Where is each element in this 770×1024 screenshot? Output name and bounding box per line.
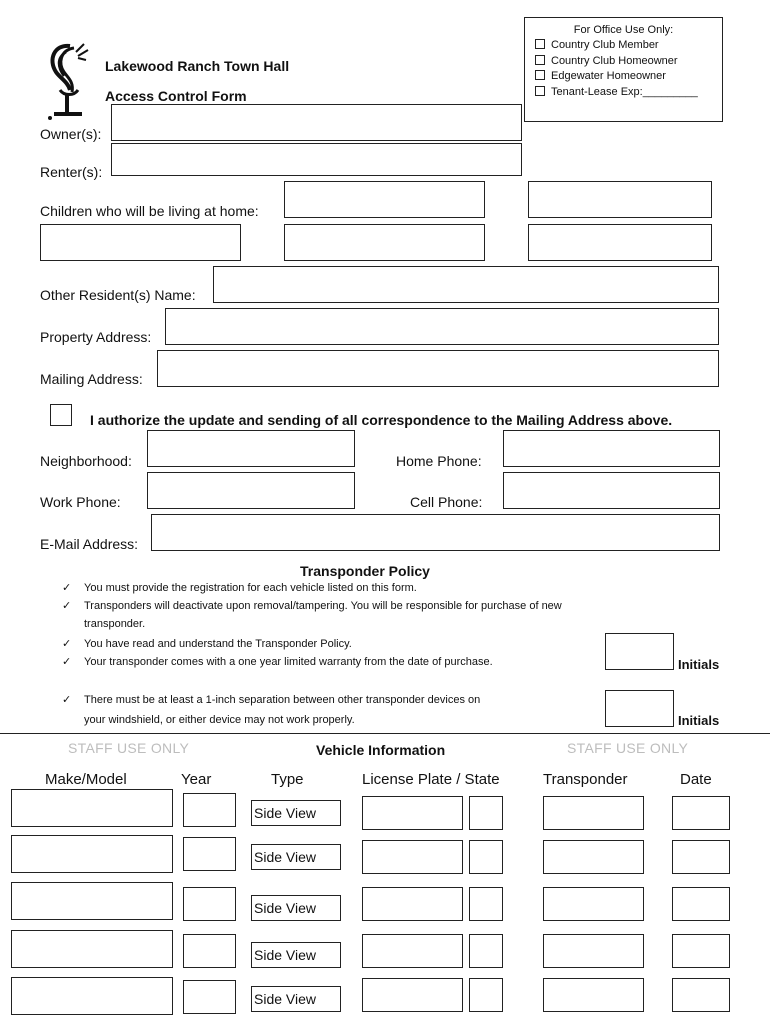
type-field[interactable]: Side View xyxy=(251,986,341,1012)
policy-item: ✓ There must be at least a 1-inch separation between other transponder devices on xyxy=(62,692,480,709)
license-plate-field[interactable] xyxy=(362,978,463,1012)
date-field[interactable] xyxy=(672,796,730,830)
owners-field[interactable] xyxy=(111,104,522,141)
col-license-plate: License Plate / State xyxy=(362,771,500,788)
neighborhood-label: Neighborhood: xyxy=(40,453,132,469)
lakewood-ranch-logo xyxy=(40,38,96,122)
vehicle-title: Vehicle Information xyxy=(316,742,446,758)
children-label: Children who will be living at home: xyxy=(40,203,259,219)
office-use-box xyxy=(524,17,723,122)
transponder-field[interactable] xyxy=(543,887,644,921)
initials-label: Initials xyxy=(678,657,720,672)
home-phone-field[interactable] xyxy=(503,430,720,467)
child-field-4[interactable] xyxy=(284,224,485,261)
child-field-5[interactable] xyxy=(528,224,712,261)
col-make-model: Make/Model xyxy=(45,771,127,788)
cell-phone-label: Cell Phone: xyxy=(410,494,483,510)
col-year: Year xyxy=(181,771,212,788)
office-use-title: For Office Use Only: xyxy=(573,24,674,36)
state-field[interactable] xyxy=(469,840,503,874)
section-divider xyxy=(0,733,770,734)
office-option-row[interactable] xyxy=(535,38,722,54)
policy-item: ✓ You have read and understand the Transponder Policy. xyxy=(62,636,352,653)
policy-title: Transponder Policy xyxy=(300,563,430,579)
initials-label: Initials xyxy=(678,713,720,728)
transponder-field[interactable] xyxy=(543,840,644,874)
policy-item-cont: your windshield, or either device may not work properly. xyxy=(84,714,355,726)
checkbox-icon[interactable] xyxy=(535,86,545,96)
checkmark-icon: ✓ xyxy=(62,600,72,612)
checkbox-icon[interactable] xyxy=(535,39,545,49)
authorize-checkbox[interactable] xyxy=(50,404,72,426)
property-address-label: Property Address: xyxy=(40,329,152,345)
authorize-label: I authorize the update and sending of all correspondence to the Mailing Address above. xyxy=(90,412,673,428)
office-option-label: Tenant-Lease Exp:_________ xyxy=(551,85,698,98)
renters-label: Renter(s): xyxy=(40,164,103,180)
office-option-row[interactable] xyxy=(535,54,722,70)
org-name: Lakewood Ranch Town Hall xyxy=(105,58,290,74)
license-plate-field[interactable] xyxy=(362,887,463,921)
transponder-field[interactable] xyxy=(543,796,644,830)
state-field[interactable] xyxy=(469,887,503,921)
checkmark-icon: ✓ xyxy=(62,694,72,706)
checkbox-icon[interactable] xyxy=(535,70,545,80)
staff-use-right: STAFF USE ONLY xyxy=(567,740,689,756)
type-field[interactable]: Side View xyxy=(251,800,341,826)
email-label: E-Mail Address: xyxy=(40,536,139,552)
license-plate-field[interactable] xyxy=(362,934,463,968)
state-field[interactable] xyxy=(469,796,503,830)
date-field[interactable] xyxy=(672,840,730,874)
property-address-field[interactable] xyxy=(165,308,719,345)
mailing-address-field[interactable] xyxy=(157,350,719,387)
make-model-field[interactable] xyxy=(11,930,173,968)
staff-use-left: STAFF USE ONLY xyxy=(68,740,190,756)
checkmark-icon: ✓ xyxy=(62,656,72,668)
child-field-2[interactable] xyxy=(528,181,712,218)
checkmark-icon: ✓ xyxy=(62,638,72,650)
date-field[interactable] xyxy=(672,978,730,1012)
make-model-field[interactable] xyxy=(11,835,173,873)
type-field[interactable]: Side View xyxy=(251,942,341,968)
mailing-address-label: Mailing Address: xyxy=(40,371,143,387)
work-phone-label: Work Phone: xyxy=(40,494,121,510)
office-option-label: Edgewater Homeowner xyxy=(551,70,666,82)
transponder-field[interactable] xyxy=(543,934,644,968)
other-residents-label: Other Resident(s) Name: xyxy=(40,287,196,303)
office-option-row[interactable] xyxy=(535,69,722,85)
state-field[interactable] xyxy=(469,978,503,1012)
year-field[interactable] xyxy=(183,887,236,921)
year-field[interactable] xyxy=(183,837,236,871)
policy-item-cont: transponder. xyxy=(84,618,146,630)
work-phone-field[interactable] xyxy=(147,472,355,509)
other-residents-field[interactable] xyxy=(213,266,719,303)
year-field[interactable] xyxy=(183,793,236,827)
policy-item: ✓ Transponders will deactivate upon removal/tampering. You will be responsible for purchase of new xyxy=(62,598,562,615)
date-field[interactable] xyxy=(672,887,730,921)
make-model-field[interactable] xyxy=(11,882,173,920)
checkmark-icon: ✓ xyxy=(62,582,72,594)
office-option-label: Country Club Homeowner xyxy=(551,54,678,67)
cell-phone-field[interactable] xyxy=(503,472,720,509)
form-title: Access Control Form xyxy=(105,88,247,104)
email-field[interactable] xyxy=(151,514,720,551)
col-transponder: Transponder xyxy=(543,771,628,788)
policy-item: ✓ You must provide the registration for each vehicle listed on this form. xyxy=(62,580,417,597)
type-field[interactable]: Side View xyxy=(251,844,341,870)
make-model-field[interactable] xyxy=(11,977,173,1015)
license-plate-field[interactable] xyxy=(362,796,463,830)
year-field[interactable] xyxy=(183,934,236,968)
col-date: Date xyxy=(680,771,712,788)
policy-item: ✓ Your transponder comes with a one year limited warranty from the date of purchase. xyxy=(62,654,493,671)
checkbox-icon[interactable] xyxy=(535,55,545,65)
date-field[interactable] xyxy=(672,934,730,968)
make-model-field[interactable] xyxy=(11,789,173,827)
child-field-1[interactable] xyxy=(284,181,485,218)
owners-label: Owner(s): xyxy=(40,126,102,142)
initials-field-1[interactable] xyxy=(605,633,674,670)
transponder-field[interactable] xyxy=(543,978,644,1012)
year-field[interactable] xyxy=(183,980,236,1014)
neighborhood-field[interactable] xyxy=(147,430,355,467)
initials-field-2[interactable] xyxy=(605,690,674,727)
office-option-row[interactable] xyxy=(535,85,722,101)
license-plate-field[interactable] xyxy=(362,840,463,874)
child-field-3[interactable] xyxy=(40,224,241,261)
home-phone-label: Home Phone: xyxy=(396,453,482,469)
office-option-label: Country Club Member xyxy=(551,39,659,51)
state-field[interactable] xyxy=(469,934,503,968)
col-type: Type xyxy=(271,771,304,788)
type-field[interactable]: Side View xyxy=(251,895,341,921)
renters-field[interactable] xyxy=(111,143,522,176)
